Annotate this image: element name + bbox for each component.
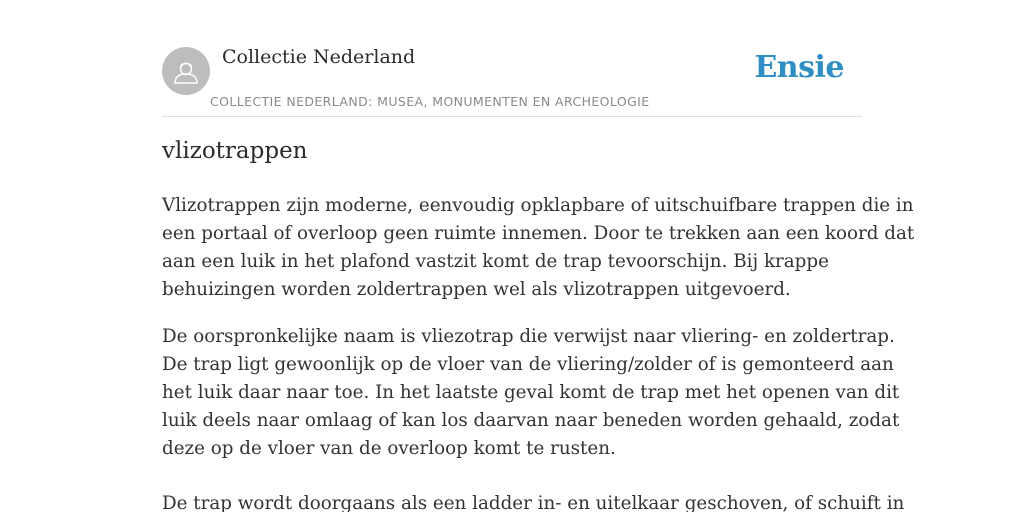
text-line: aan een luik in het plafond vastzit komt de trap tevoorschijn. Bij krappe	[162, 251, 829, 272]
text-line: Vlizotrappen zijn moderne, eenvoudig opklapbare of uitschuifbare trappen die in	[162, 195, 914, 216]
text-line: De oorspronkelijke naam is vliezotrap die verwijst naar vliering- en zoldertrap.	[162, 326, 895, 347]
paragraph-1	[162, 192, 915, 304]
author-name[interactable]: Collectie Nederland	[222, 46, 416, 68]
ensie-logo[interactable]: Ensie	[754, 50, 844, 85]
text-line: het luik daar naar toe. In het laatste geval komt de trap met het openen van dit	[162, 382, 900, 403]
paragraph-3	[162, 490, 905, 512]
text-line: behuizingen worden zoldertrappen wel als vlizotrappen uitgevoerd.	[162, 279, 791, 300]
avatar[interactable]	[162, 47, 210, 95]
user-icon	[162, 47, 210, 95]
paragraph-2	[162, 323, 900, 463]
text-line: deze op de vloer van de overloop komt te rusten.	[162, 438, 616, 459]
text-line: een portaal of overloop geen ruimte innemen. Door te trekken aan een koord dat	[162, 223, 915, 244]
text-line: De trap ligt gewoonlijk op de vloer van de vliering/zolder of is gemonteerd aan	[162, 354, 894, 375]
collection-subtitle[interactable]: COLLECTIE NEDERLAND: MUSEA, MONUMENTEN EN ARCHEOLOGIE	[210, 94, 650, 109]
article-body	[162, 192, 915, 512]
text-line: De trap wordt doorgaans als een ladder in- en uitelkaar geschoven, of schuift in	[162, 493, 905, 512]
text-line: luik deels naar omlaag of kan los daarvan naar beneden worden gehaald, zodat	[162, 410, 900, 431]
page-title: vlizotrappen	[162, 138, 308, 164]
header	[162, 44, 862, 117]
